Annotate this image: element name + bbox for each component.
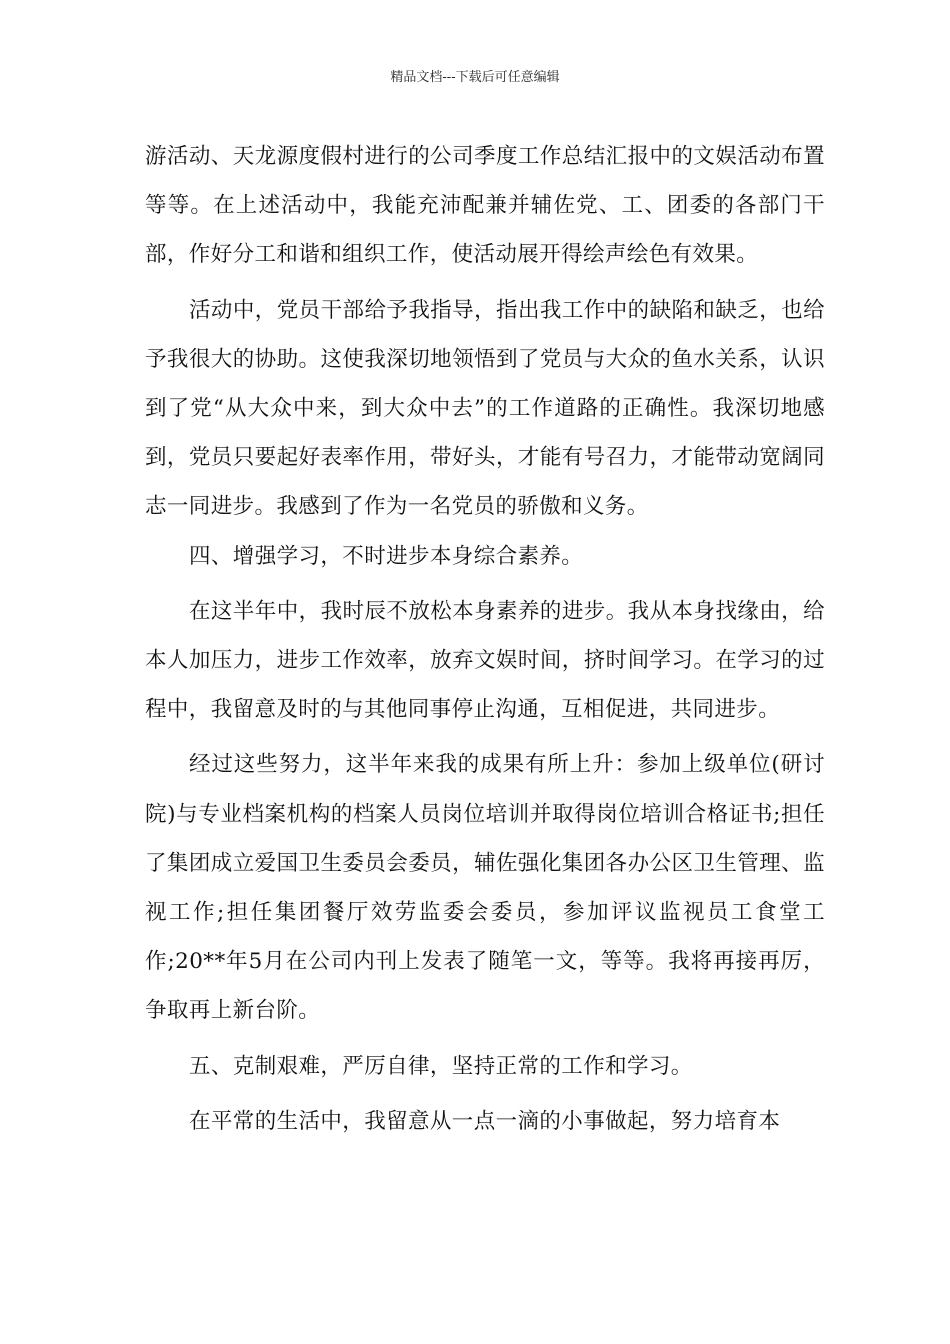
section-heading-study: 四、增强学习，不时进步本身综合素养。 [189,543,584,569]
paragraph-guidance: 活动中，党员干部给予我指导，指出我工作中的缺陷和缺乏，也给予我很大的协助。这使我深切地领悟到了党员与大众的鱼水关系，认识到了党“从大众中来，到大众中去”的工作道路的正确性。我深切地感到，党员只要起好表率作用，带好头，才能有号召力，才能带动宽阔同志一同进步。我感到了作为一名党员的骄傲和义务。 [145,297,825,520]
paragraph-daily-life: 在平常的生活中，我留意从一点一滴的小事做起，努力培育本 [189,1108,781,1134]
page-header: 精品文档---下载后可任意编辑 [390,70,560,85]
section-heading-discipline: 五、克制艰难，严厉自律，坚持正常的工作和学习。 [189,1053,693,1079]
paragraph-achievements: 经过这些努力，这半年来我的成果有所上升：参加上级单位(研讨院)与专业档案机构的档案人员岗位培训并取得岗位培训合格证书;担任了集团成立爱国卫生委员会委员，辅佐强化集团各办公区卫生管理、监视工作;担任集团餐厅效劳监委会委员，参加评议监视员工食堂工作;20**年5月在公司内刊上发表了随笔一文，等等。我将再接再厉，争取再上新台阶。 [145,752,825,1024]
document-body [145,132,825,1146]
paragraph-study: 在这半年中，我时辰不放松本身素养的进步。我从本身找缘由，给本人加压力，进步工作效率，放弃文娱时间，挤时间学习。在学习的过程中，我留意及时的与其他同事停止沟通，互相促进，共同进步。 [145,598,825,723]
paragraph-activities: 游活动、天龙源度假村进行的公司季度工作总结汇报中的文娱活动布置等等。在上述活动中，我能充沛配兼并辅佐党、工、团委的各部门干部，作好分工和谐和组织工作，使活动展开得绘声绘色有效果。 [145,144,825,268]
